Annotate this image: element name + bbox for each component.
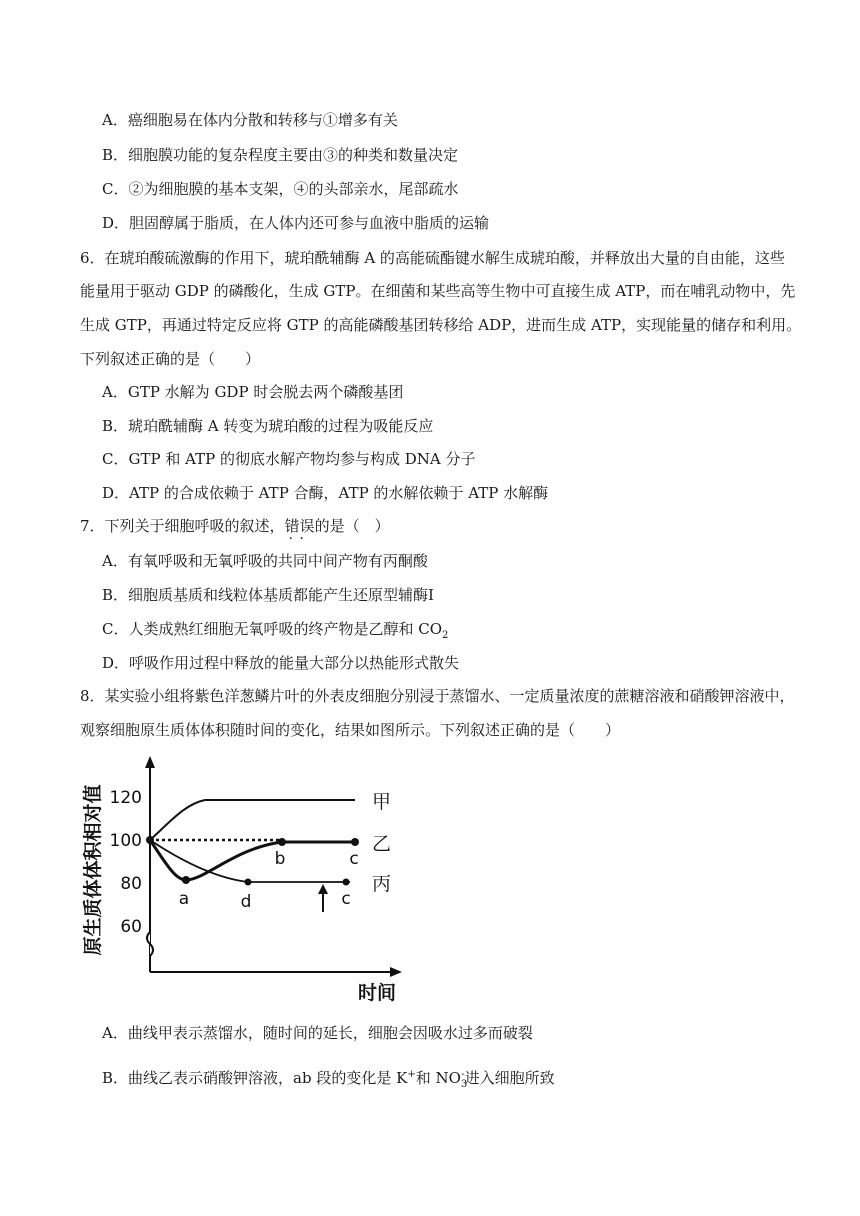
tick-label-120: 120 (109, 788, 142, 808)
protoplast-volume-graph (70, 752, 415, 1007)
q6-stem-line-1: 6．在琥珀酸硫激酶的作用下，琥珀酰辅酶 A 的高能硫酯键水解生成琥珀酸，并释放出大量的自由能，这些 (80, 249, 785, 267)
point-b (278, 838, 286, 846)
q5-option-d: D．胆固醇属于脂质，在人体内还可参与血液中脂质的运输 (102, 214, 490, 232)
x-axis-arrow-icon (390, 967, 402, 977)
q8-option-b-mid: 和 NO (415, 1069, 461, 1087)
tick-label-80: 80 (120, 874, 142, 894)
tick-label-60: 60 (120, 917, 142, 937)
y-axis-label: 原生质体体积相对值 (82, 784, 104, 956)
q8-option-b-subscript: 3 (460, 1079, 468, 1090)
q8-option-b-k-charge: + (407, 1069, 416, 1080)
q6-option-b: B．琥珀酰辅酶 A 转变为琥珀酸的过程为吸能反应 (102, 417, 434, 435)
q7-option-c-subscript: 2 (442, 630, 449, 641)
point-label-a: a (178, 889, 190, 909)
point-label-c-yi: c (349, 849, 359, 869)
point-label-c-bing: c (341, 889, 351, 909)
q8-stem-line-2: 观察细胞原生质体体积随时间的变化，结果如图所示。下列叙述正确的是（ ） (80, 721, 621, 739)
series-label-yi: 乙 (372, 833, 392, 855)
series-label-bing: 丙 (372, 873, 392, 895)
q8-stem-line-1: 8．某实验小组将紫色洋葱鳞片叶的外表皮细胞分别浸于蒸馏水、一定质量浓度的蔗糖溶液和硝酸钾溶液中， (80, 687, 795, 705)
q5-option-b: B．细胞膜功能的复杂程度主要由③的种类和数量决定 (102, 146, 459, 164)
point-a (182, 876, 190, 884)
q5-option-c: C．②为细胞膜的基本支架，④的头部亲水，尾部疏水 (102, 180, 459, 198)
point-d (245, 879, 252, 886)
q7-option-d: D．呼吸作用过程中释放的能量大部分以热能形式散失 (102, 654, 460, 672)
q6-stem-line-3: 生成 GTP，再通过特定反应将 GTP 的高能磷酸基团转移给 ADP，进而生成 ATP，实现能量的储存和利用。 (80, 316, 802, 334)
point-c-bing (343, 879, 350, 886)
q6-option-c: C．GTP 和 ATP 的彻底水解产物均参与构成 DNA 分子 (102, 450, 476, 468)
q6-stem-line-4: 下列叙述正确的是（ ） (80, 350, 261, 368)
q8-option-b-end: 进入细胞所致 (464, 1069, 555, 1087)
q7-stem (80, 516, 390, 536)
q7-stem-post: 的是（ ） (314, 517, 390, 535)
q7-stem-emphasis: 错误 · · (285, 516, 315, 536)
x-axis-label: 时间 (357, 982, 397, 1004)
q5-option-a: A．癌细胞易在体内分散和转移与①增多有关 (102, 111, 398, 129)
y-axis-arrow-icon (145, 756, 155, 768)
series-line-yi (150, 840, 355, 880)
series-label-jia: 甲 (372, 791, 392, 813)
annotation-arrowhead-icon (318, 884, 328, 894)
series-line-bing (150, 840, 350, 882)
q8-option-b-no3-charge: - (461, 1069, 465, 1080)
point-label-d: d (240, 892, 252, 912)
q7-option-c (102, 619, 448, 646)
point-c-yi (351, 838, 359, 846)
point-label-b: b (274, 849, 286, 869)
q7-option-a: A．有氧呼吸和无氧呼吸的共同中间产物有丙酮酸 (102, 552, 428, 570)
q6-stem-line-2: 能量用于驱动 GDP 的磷酸化，生成 GTP。在细菌和某些高等生物中可直接生成 ATP，而在哺乳动物中，先 (80, 282, 796, 300)
q6-option-d: D．ATP 的合成依赖于 ATP 合酶，ATP 的水解依赖于 ATP 水解酶 (102, 484, 549, 502)
axis-break (147, 932, 153, 956)
origin-point (146, 836, 154, 844)
q6-option-a: A．GTP 水解为 GDP 时会脱去两个磷酸基团 (102, 383, 404, 401)
q7-option-c-text: C．人类成熟红细胞无氧呼吸的终产物是乙醇和 CO (102, 620, 443, 638)
q7-option-b: B．细胞质基质和线粒体基质都能产生还原型辅酶Ⅰ (102, 586, 434, 604)
q7-stem-pre: 7．下列关于细胞呼吸的叙述， (80, 517, 285, 535)
q8-option-b (102, 1065, 555, 1095)
tick-label-100: 100 (109, 831, 142, 851)
q8-option-b-text: B．曲线乙表示硝酸钾溶液，ab 段的变化是 K (102, 1069, 408, 1087)
series-line-jia (150, 800, 355, 840)
q8-option-a: A．曲线甲表示蒸馏水，随时间的延长，细胞会因吸水过多而破裂 (102, 1024, 533, 1042)
